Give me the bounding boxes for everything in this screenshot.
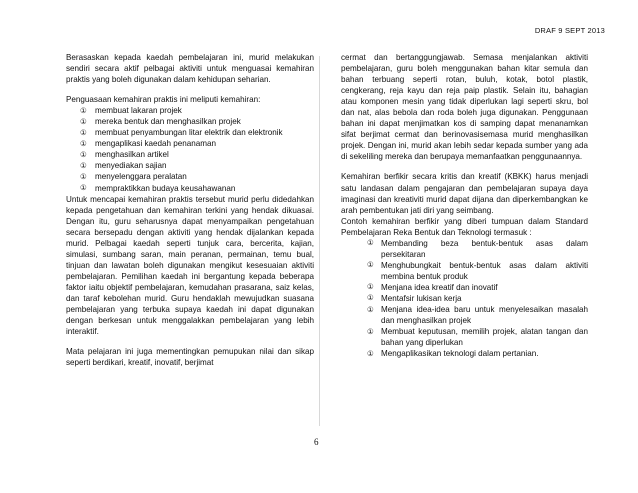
list-item: ① Menghubungkait bentuk-bentuk asas dalam aktiviti membina bentuk produk [367,260,588,281]
bullet-icon: ① [80,127,87,137]
bullet-icon: ① [367,326,374,336]
list-item: ① menghasilkan artikel [80,149,169,160]
list-item: ① menyelenggara peralatan [80,171,187,182]
list-item: ① Mentafsir lukisan kerja [367,293,462,303]
bullet-icon: ① [367,293,374,303]
bullet-icon: ① [80,138,87,148]
list-item: ① Menjana idea-idea baru untuk menyelesaikan masalah dan menghasilkan projek [367,304,588,326]
bullet-icon: ① [80,183,87,193]
practical-skills-list [66,105,314,193]
draft-label: DRAF 9 SEPT 2013 [534,26,605,35]
bullet-icon: ① [367,348,374,358]
list-item: ① Menjana idea kreatif dan inovatif [367,282,498,292]
bullet-icon: ① [367,304,374,314]
bullet-icon: ① [80,171,87,181]
list-item: ① Mengaplikasikan teknologi dalam pertanian. [367,348,539,359]
skills-list-intro: Penguasaan kemahiran praktis ini meliputi kemahiran: [66,95,261,105]
list-item: ① menyediakan sajian [80,160,167,171]
bullet-icon: ① [80,149,87,159]
bullet-icon: ① [367,260,374,270]
page-number: 6 [314,437,319,447]
list-item: ① mereka bentuk dan menghasilkan projek [80,116,241,127]
list-item: ① Membanding beza bentuk-bentuk asas dalam persekitaran [367,238,588,259]
kbkk-paragraph: Kemahiran berfikir secara kritis dan kreatif (KBKK) harus menjadi satu landasan dalam pengajaran dan pembelajaran supaya daya imaginasi dan kreativiti murid dapat dijana dan diperkembangkan ke arah pembentukan jati diri yang seimbang. [341,172,588,215]
bullet-icon: ① [80,105,87,115]
thinking-skills-list [341,238,588,360]
list-item: ① mengaplikasi kaedah penanaman [80,138,217,149]
list-item: ① Membuat keputusan, memilih projek, alatan tangan dan bahan yang diperlukan [367,326,588,348]
methods-paragraph: Untuk mencapai kemahiran praktis tersebut murid perlu didedahkan kepada pengetahuan dan kemahiran terkini yang hendak dikuasai. Dengan itu, guru seharusnya dapat menyampaikan pengetahuan secara bersepadu dengan aktiviti yang hendak dijalankan kepada murid. Pelbagai kaedah seperti tunjuk cara, bercerita, kajian, simulasi, sumbang saran, main peranan, permainan, temu bual, tinjuan dan lawatan boleh digunakan mengikut kesesuaian aktiviti pembelajaran. Pemilihan kaedah ini bergantung kepada beberapa faktor iaitu objektif pembelajaran, kemudahan prasarana, saiz kelas, dan taraf kebolehan murid. Guru hendaklah mewujudkan suasana pembelajaran yang terbuka supaya kaedah ini dapat digunakan dengan berkesan untuk menggalakkan pembelajaran yang lebih interaktif. [66,194,314,337]
bullet-icon: ① [80,160,87,170]
materials-paragraph: cermat dan bertanggungjawab. Semasa menjalankan aktiviti pembelajaran, guru boleh menggunakan bahan kitar semula dan bahan terbuang seperti rotan, buluh, kotak, botol plastik, cengkerang, reja kayu dan reja paip plastik. Selain itu, bahagian atau komponen mesin yang tidak diperlukan lagi seperti skru, bol dan nat, alas bebola dan roda boleh juga digunakan. Penggunaan bahan ini dapat menjimatkan kos di samping dapat menanamkan sifat berjimat cermat dan berinovasisemasa murid menghasilkan projek. Dengan ini, murid akan lebih sedar kepada sumber yang ada di sekeliling mereka dan berupaya memanfaatkan penggunaannya. [341,53,588,162]
left-column [66,52,314,368]
bullet-icon: ① [367,282,374,292]
intro-paragraph: Berasaskan kepada kaedah pembelajaran ini, murid melakukan sendiri secara aktif pelbagai aktiviti untuk menguasai kemahiran praktis yang boleh digunakan dalam kehidupan seharian. [66,53,314,85]
list-item: ① membuat penyambungan litar elektrik dan elektronik [80,127,283,138]
examples-intro: Contoh kemahiran berfikir yang diberi tumpuan dalam Standard Pembelajaran Reka Bentuk dan Teknologi termasuk : [341,216,588,237]
right-column [341,52,588,359]
list-item: ① membuat lakaran projek [80,105,182,116]
column-divider [319,56,320,426]
values-paragraph: Mata pelajaran ini juga mementingkan pemupukan nilai dan sikap seperti berdikari, kreatif, inovatif, berjimat [66,347,314,368]
bullet-icon: ① [80,116,87,126]
list-item: ① mempraktikkan budaya keusahawanan [80,183,236,193]
bullet-icon: ① [367,238,374,248]
